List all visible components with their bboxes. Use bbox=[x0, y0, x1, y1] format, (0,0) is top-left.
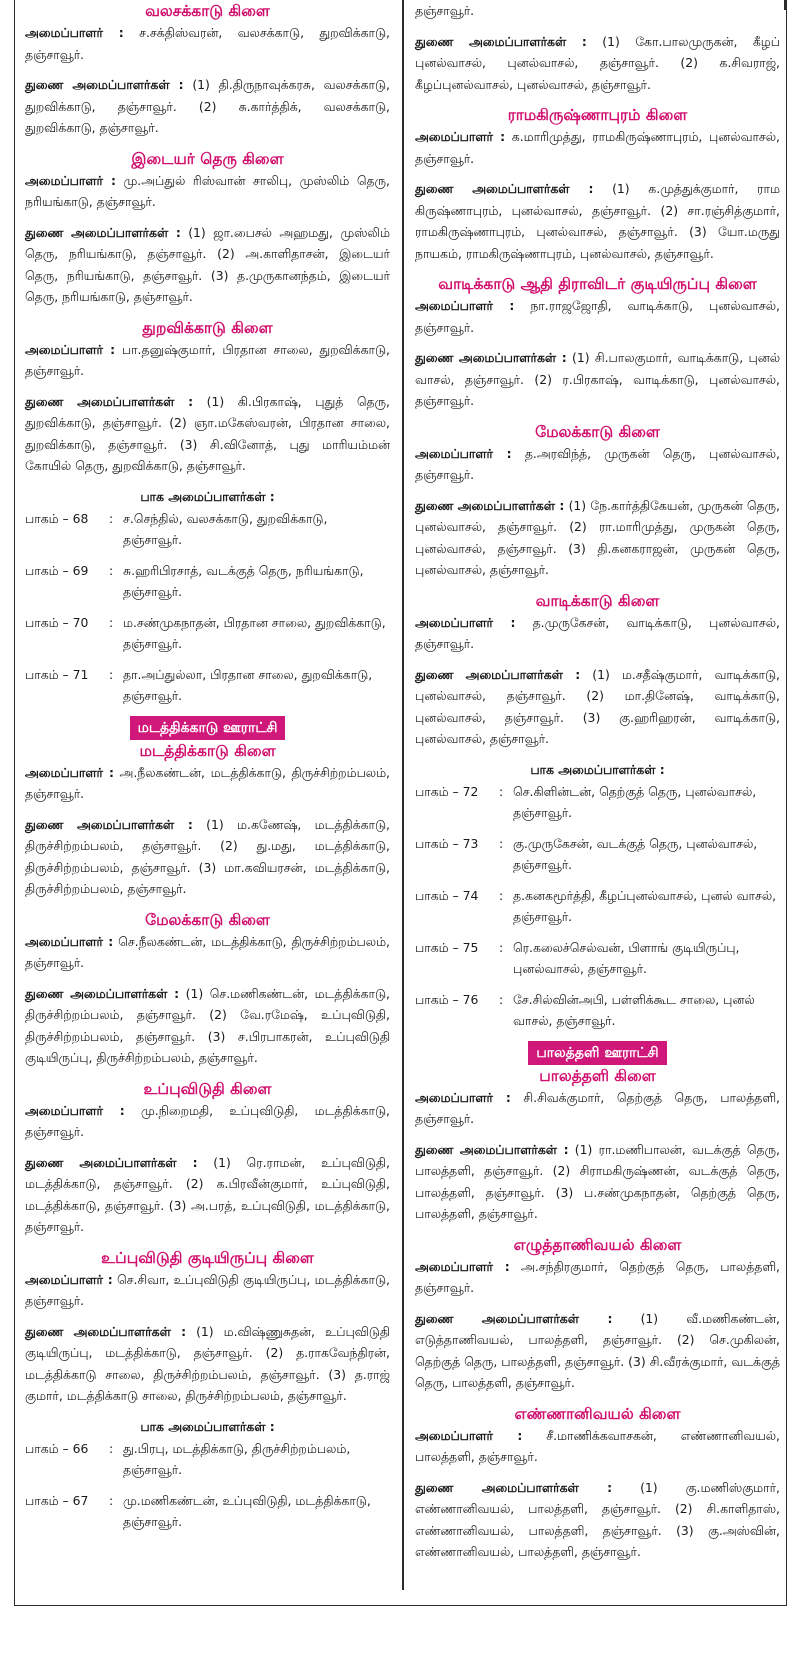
spacer bbox=[415, 486, 780, 495]
role-label: அமைப்பாளர் : bbox=[25, 933, 114, 949]
organizer-text: (1) ரா.மணிபாலன், வடக்குத் தெரு, பாலத்தளி, தஞ்சாவூர். (2) சிராமகிருஷ்ணன், வடக்குத் தெரு, பாலத்தளி, தஞ்சாவூர். (3) ப.சண்முகநாதன், தெற்குத் தெரு, பாலத்தளி, தஞ்சாவூர். bbox=[415, 1141, 780, 1221]
booth-number: பாகம் – 67 bbox=[25, 1492, 89, 1508]
booth-organizer: த.கனகமூர்த்தி, கீழப்புனல்வாசல், புனல் வாசல், தஞ்சாவூர். bbox=[513, 887, 777, 924]
organizer-entry bbox=[415, 1308, 780, 1394]
spacer bbox=[25, 1481, 390, 1490]
role-label: துணை அமைப்பாளர்கள் : bbox=[415, 497, 565, 513]
role-label: துணை அமைப்பாளர்கள் : bbox=[25, 985, 180, 1001]
organizer-text: (1) நே.கார்த்திகேயன், முருகன் தெரு, புனல்வாசல், தஞ்சாவூர். (2) ரா.மாரிமுத்து, முருகன் தெரு, புனல்வாசல், தஞ்சாவூர். (3) தி.கனகராஜன், முருகன் தெரு, புனல்வாசல், தஞ்சாவூர். bbox=[415, 497, 780, 577]
spacer bbox=[25, 707, 390, 716]
booth-row bbox=[415, 833, 780, 876]
booth-row bbox=[415, 885, 780, 928]
spacer bbox=[25, 603, 390, 612]
booth-number: பாகம் – 74 bbox=[415, 887, 479, 903]
booth-number: பாகம் – 70 bbox=[25, 614, 89, 630]
spacer bbox=[415, 1468, 780, 1477]
organizer-entry bbox=[415, 347, 780, 412]
organizer-text: (1) ம.கணேஷ், மடத்திக்காடு, திருச்சிற்றம்பலம், தஞ்சாவூர். (2) து.மது, மடத்திக்காடு, திருச்சிற்றம்பலம், தஞ்சாவூர். (3) மா.கவியரசன், மடத்திக்காடு, திருச்சிற்றம்பலம், தஞ்சாவூர். bbox=[25, 816, 390, 896]
organizer-text: செ.சிவா, உப்புவிடுதி குடியிருப்பு, மடத்திக்காடு, தஞ்சாவூர். bbox=[25, 1271, 390, 1308]
branch-title: துறவிக்காடு கிளை bbox=[142, 318, 273, 337]
branch-title: வலசக்காடு கிளை bbox=[145, 2, 270, 20]
spacer bbox=[25, 213, 390, 222]
role-label: அமைப்பாளர் : bbox=[415, 129, 506, 144]
organizer-text: அ.நீலகண்டன், மடத்திக்காடு, திருச்சிற்றம்பலம், தஞ்சாவூர். bbox=[25, 764, 390, 801]
role-label: துணை அமைப்பாளர்கள் : bbox=[415, 350, 567, 365]
role-label: துணை அமைப்பாளர்கள் : bbox=[25, 224, 181, 240]
organizer-text: (1) சி.பாலகுமார், வாடிக்காடு, புனல் வாசல், தஞ்சாவூர். (2) ர.பிரகாஷ், வாடிக்காடு, புனல்வாசல், தஞ்சாவூர். bbox=[415, 350, 780, 408]
booth-number: பாகம் – 76 bbox=[415, 991, 479, 1007]
organizer-text: சி.சிவக்குமார், தெற்குத் தெரு, பாலத்தளி, தஞ்சாவூர். bbox=[415, 1089, 780, 1126]
organizer-text: (1) கி.பிரகாஷ், புதுத் தெரு, துறவிக்காடு, தஞ்சாவூர். (2) ஞா.மகேஸ்வரன், பிரதான சாலை, துறவிக்காடு, தஞ்சாவூர். (3) சி.வினோத், புது மாரியம்மன் கோயில் தெரு, துறவிக்காடு, தஞ்சாவூர். bbox=[25, 393, 390, 473]
role-label: அமைப்பாளர் : bbox=[25, 1271, 113, 1287]
organizer-entry bbox=[415, 126, 780, 169]
panchayat-band bbox=[415, 1041, 780, 1065]
organizer-text: மு.நிறைமதி, உப்புவிடுதி, மடத்திக்காடு, தஞ்சாவூர். bbox=[25, 1102, 390, 1139]
spacer bbox=[25, 805, 390, 814]
booth-number: பாகம் – 72 bbox=[415, 783, 479, 799]
organizer-text: த.அரவிந்த், முருகன் தெரு, புனல்வாசல், தஞ்சாவூர். bbox=[415, 445, 780, 482]
organizer-entry bbox=[25, 814, 390, 900]
spacer bbox=[415, 22, 780, 31]
spacer bbox=[25, 974, 390, 983]
spacer bbox=[415, 876, 780, 885]
booth-organizers-heading: பாக அமைப்பாளர்கள் : bbox=[140, 1418, 275, 1434]
right-column bbox=[415, 0, 780, 1572]
spacer bbox=[25, 900, 390, 909]
spacer bbox=[25, 382, 390, 391]
spacer bbox=[25, 1143, 390, 1152]
role-label: துணை அமைப்பாளர்கள் : bbox=[25, 393, 194, 409]
role-label: துணை அமைப்பாளர்கள் : bbox=[415, 1479, 613, 1495]
organizer-entry bbox=[415, 1139, 780, 1225]
organizer-entry bbox=[25, 22, 390, 65]
spacer bbox=[25, 1238, 390, 1247]
branch-title: எழுத்தாணிவயல் கிளை bbox=[513, 1235, 682, 1254]
booth-colon: : bbox=[499, 939, 504, 955]
organizer-entry bbox=[415, 664, 780, 750]
spacer bbox=[25, 1312, 390, 1321]
organizer-text: (1) கோ.பாலமுருகன், கீழப் புனல்வாசல், புனல்வாசல், தஞ்சாவூர். (2) க.சிவராஜ், கீழப்புனல்வாசல், புனல்வாசல், தஞ்சாவூர். bbox=[415, 33, 780, 92]
organizer-text: (1) வீ.மணிகண்டன், எடுத்தாணிவயல், பாலத்தளி, தஞ்சாவூர். (2) செ.முகிலன், தெற்குத் தெரு, பாலத்தளி, தஞ்சாவூர். (3) சி.வீரக்குமார், வடக்குத் தெரு, பாலத்தளி, தஞ்சாவூர். bbox=[415, 1310, 780, 1390]
spacer bbox=[415, 581, 780, 590]
organizer-entry bbox=[415, 1425, 780, 1468]
organizer-entry bbox=[25, 74, 390, 139]
spacer bbox=[415, 95, 780, 104]
organizer-entry bbox=[25, 1269, 390, 1312]
organizer-entry bbox=[25, 1321, 390, 1407]
spacer bbox=[25, 1407, 390, 1416]
role-label: அமைப்பாளர் : bbox=[415, 1089, 511, 1105]
organizer-text: (1) தி.திருநாவுக்கரசு, வலசக்காடு, துறவிக்காடு, தஞ்சாவூர். (2) சு.கார்த்திக், வலசக்காடு, துறவிக்காடு, தஞ்சாவூர். bbox=[25, 77, 390, 135]
organizer-entry bbox=[415, 295, 780, 338]
booth-colon: : bbox=[109, 510, 114, 526]
organizer-entry bbox=[415, 1256, 780, 1299]
role-label: அமைப்பாளர் : bbox=[415, 445, 512, 461]
organizer-text: (1) ரெ.ராமன், உப்புவிடுதி, மடத்திக்காடு, தஞ்சாவூர். (2) க.பிரவீன்குமார், உப்புவிடுதி, மடத்திக்காடு, தஞ்சாவூர். (3) அ.பரத், உப்புவிடுதி, மடத்திக்காடு, தஞ்சாவூர். bbox=[25, 1154, 390, 1234]
spacer bbox=[415, 1032, 780, 1041]
organizer-entry bbox=[415, 612, 780, 655]
role-label: துணை அமைப்பாளர்கள் : bbox=[415, 666, 581, 682]
role-label: துணை அமைப்பாளர்கள் : bbox=[415, 1310, 613, 1326]
organizer-entry bbox=[25, 170, 390, 213]
spacer bbox=[415, 1394, 780, 1403]
organizer-text: (1) கு.மணிஸ்குமார், எண்ணானிவயல், பாலத்தளி, தஞ்சாவூர். (2) சி.காளிதாஸ், எண்ணானிவயல், பாலத்தளி, தஞ்சாவூர். (3) கு.அஸ்வின், எண்ணானிவயல், பாலத்தளி, தஞ்சாவூர். bbox=[415, 1479, 780, 1559]
role-label: அமைப்பாளர் : bbox=[415, 1427, 523, 1443]
organizer-text: நா.ராஜஜோதி, வாடிக்காடு, புனல்வாசல், தஞ்சாவூர். bbox=[415, 298, 780, 335]
booth-colon: : bbox=[109, 614, 114, 630]
booth-organizer: கு.முருகேசன், வடக்குத் தெரு, புனல்வாசல், தஞ்சாவூர். bbox=[513, 835, 758, 872]
organizer-entry bbox=[415, 1477, 780, 1563]
branch-title: உப்புவிடுதி கிளை bbox=[143, 1079, 272, 1098]
booth-number: பாகம் – 68 bbox=[25, 510, 89, 526]
organizer-entry bbox=[25, 339, 390, 382]
role-label: துணை அமைப்பாளர்கள் : bbox=[25, 1323, 187, 1339]
organizer-entry bbox=[25, 222, 390, 308]
booth-organizer: ச.செந்தில், வலசக்காடு, துறவிக்காடு, தஞ்சாவூர். bbox=[123, 510, 328, 547]
booth-row bbox=[25, 1438, 390, 1481]
role-label: அமைப்பாளர் : bbox=[25, 764, 114, 780]
spacer bbox=[25, 139, 390, 148]
booth-colon: : bbox=[109, 666, 114, 682]
organizer-entry bbox=[25, 1100, 390, 1143]
role-label: துணை அமைப்பாளர்கள் : bbox=[25, 816, 193, 832]
booth-colon: : bbox=[499, 887, 504, 903]
organizer-text: அ.சந்திரகுமார், தெற்குத் தெரு, பாலத்தளி, தஞ்சாவூர். bbox=[415, 1258, 780, 1295]
left-column bbox=[25, 0, 390, 1542]
spacer bbox=[415, 824, 780, 833]
organizer-entry bbox=[25, 983, 390, 1069]
role-label: அமைப்பாளர் : bbox=[415, 1258, 510, 1274]
organizer-text: மு.அப்துல் ரிஸ்வான் சாலிபு, முஸ்லிம் தெரு, நரியங்காடு, தஞ்சாவூர். bbox=[25, 172, 390, 209]
booth-colon: : bbox=[499, 991, 504, 1007]
organizer-text: (1) க.முத்துக்குமார், ராம கிருஷ்ணாபுரம், புனல்வாசல், தஞ்சாவூர். (2) சா.ரஞ்சித்குமார், ராமகிருஷ்ணாபுரம், புனல்வாசல், தஞ்சாவூர். (3) யோ.மருது நாயகம், ராமகிருஷ்ணாபுரம், புனல்வாசல், தஞ்சாவூர். bbox=[415, 181, 780, 261]
organizer-entry bbox=[415, 1087, 780, 1130]
organizer-text: சீ.மாணிக்கவாசகன், எண்ணானிவயல், பாலத்தளி, தஞ்சாவூர். bbox=[415, 1427, 780, 1464]
spacer bbox=[415, 1225, 780, 1234]
booth-organizer: து.பிரபு, மடத்திக்காடு, திருச்சிற்றம்பலம், தஞ்சாவூர். bbox=[123, 1440, 351, 1477]
booth-row bbox=[25, 1490, 390, 1533]
booth-organizers-heading: பாக அமைப்பாளர்கள் : bbox=[140, 488, 275, 504]
organizer-entry bbox=[415, 0, 780, 22]
spacer bbox=[415, 1130, 780, 1139]
organizer-entry bbox=[25, 391, 390, 477]
organizer-entry bbox=[415, 178, 780, 264]
organizer-text: பா.தனுஷ்குமார், பிரதான சாலை, துறவிக்காடு, தஞ்சாவூர். bbox=[25, 341, 390, 378]
booth-colon: : bbox=[109, 1440, 114, 1456]
branch-title: எண்ணானிவயல் கிளை bbox=[514, 1404, 681, 1423]
organizer-text: (1) ஜா.பைசல் அஹமது, முஸ்லிம் தெரு, நரியங்காடு, தஞ்சாவூர். (2) அ.காளிதாசன், இடையர் தெரு, நரியங்காடு, தஞ்சாவூர். (3) த.முருகானந்தம், இடையர் தெரு, நரியங்காடு, தஞ்சாவூர். bbox=[25, 224, 390, 304]
spacer bbox=[415, 1563, 780, 1572]
branch-title: பாலத்தளி கிளை bbox=[539, 1066, 656, 1085]
panchayat-title: மடத்திக்காடு ஊராட்சி bbox=[130, 716, 286, 740]
organizer-entry bbox=[25, 762, 390, 805]
booth-colon: : bbox=[499, 835, 504, 851]
role-label: அமைப்பாளர் : bbox=[25, 25, 124, 40]
role-label: அமைப்பாளர் : bbox=[25, 1102, 125, 1118]
booth-organizer: ரெ.கலைச்செல்வன், பிளாங் குடியிருப்பு, புனல்வாசல், தஞ்சாவூர். bbox=[513, 939, 740, 976]
organizer-text: (1) செ.மணிகண்டன், மடத்திக்காடு, திருச்சிற்றம்பலம், தஞ்சாவூர். (2) வே.ரமேஷ், உப்புவிடுதி, திருச்சிற்றம்பலம், தஞ்சாவூர். (3) ச.பிரபாகரன், உப்புவிடுதி குடியிருப்பு, திருச்சிற்றம்பலம், தஞ்சாவூர். bbox=[25, 985, 390, 1065]
booth-row bbox=[415, 781, 780, 824]
role-label: துணை அமைப்பாளர்கள் : bbox=[25, 77, 184, 92]
booth-organizer: சே.சில்வின்அபி, பள்ளிக்கூட சாலை, புனல் வாசல், தஞ்சாவூர். bbox=[513, 991, 755, 1028]
role-label: அமைப்பாளர் : bbox=[415, 614, 516, 630]
panchayat-band bbox=[25, 716, 390, 740]
organizer-text: க.மாரிமுத்து, ராமகிருஷ்ணாபுரம், புனல்வாசல், தஞ்சாவூர். bbox=[415, 129, 780, 166]
booth-number: பாகம் – 75 bbox=[415, 939, 479, 955]
booth-row bbox=[25, 664, 390, 707]
organizer-entry bbox=[25, 1152, 390, 1238]
branch-title: மேலக்காடு கிளை bbox=[145, 910, 270, 929]
role-label: துணை அமைப்பாளர்கள் : bbox=[415, 1141, 569, 1157]
booth-colon: : bbox=[109, 562, 114, 578]
role-label: துணை அமைப்பாளர்கள் : bbox=[415, 33, 587, 49]
booth-row bbox=[25, 612, 390, 655]
branch-title: மடத்திக்காடு கிளை bbox=[139, 741, 276, 760]
role-label: துணை அமைப்பாளர்கள் : bbox=[415, 181, 594, 196]
panchayat-title: பாலத்தளி ஊராட்சி bbox=[528, 1041, 666, 1065]
role-label: அமைப்பாளர் : bbox=[415, 298, 515, 313]
spacer bbox=[25, 477, 390, 486]
spacer bbox=[25, 1069, 390, 1078]
branch-title: இடையர் தெரு கிளை bbox=[131, 149, 284, 168]
booth-row bbox=[25, 508, 390, 551]
booth-number: பாகம் – 66 bbox=[25, 1440, 89, 1456]
branch-title: வாடிக்காடு ஆதி திராவிடர் குடியிருப்பு கிளை bbox=[438, 275, 757, 293]
booth-number: பாகம் – 73 bbox=[415, 835, 479, 851]
organizer-text: தஞ்சாவூர். bbox=[415, 3, 475, 18]
booth-organizer: ம.சண்முகநாதன், பிரதான சாலை, துறவிக்காடு, தஞ்சாவூர். bbox=[123, 614, 386, 651]
spacer bbox=[415, 169, 780, 178]
branch-title: மேலக்காடு கிளை bbox=[535, 422, 660, 441]
organizer-entry bbox=[415, 443, 780, 486]
edge-mark bbox=[784, 0, 787, 10]
organizer-text: த.முருகேசன், வாடிக்காடு, புனல்வாசல், தஞ்சாவூர். bbox=[415, 614, 780, 651]
booth-organizer: தா.அப்துல்லா, பிரதான சாலை, துறவிக்காடு, தஞ்சாவூர். bbox=[123, 666, 373, 703]
role-label: அமைப்பாளர் : bbox=[25, 172, 116, 188]
spacer bbox=[415, 928, 780, 937]
booth-organizer: மு.மணிகண்டன், உப்புவிடுதி, மடத்திக்காடு, தஞ்சாவூர். bbox=[123, 1492, 371, 1529]
spacer bbox=[415, 1299, 780, 1308]
spacer bbox=[25, 551, 390, 560]
spacer bbox=[25, 308, 390, 317]
role-label: அமைப்பாளர் : bbox=[25, 341, 116, 357]
branch-title: வாடிக்காடு கிளை bbox=[535, 591, 660, 610]
spacer bbox=[25, 65, 390, 74]
column-divider bbox=[402, 0, 404, 1590]
spacer bbox=[25, 655, 390, 664]
booth-colon: : bbox=[499, 783, 504, 799]
spacer bbox=[415, 264, 780, 273]
spacer bbox=[415, 980, 780, 989]
organizer-entry bbox=[25, 931, 390, 974]
role-label: துணை அமைப்பாளர்கள் : bbox=[25, 1154, 198, 1170]
branch-title: ராமகிருஷ்ணாபுரம் கிளை bbox=[507, 106, 688, 124]
booth-row bbox=[415, 937, 780, 980]
booth-row bbox=[415, 989, 780, 1032]
booth-colon: : bbox=[109, 1492, 114, 1508]
organizer-text: (1) ம.விஷ்ணுசுதன், உப்புவிடுதி குடியிருப்பு, மடத்திக்காடு, தஞ்சாவூர். (2) த.ராகவேந்திரன், மடத்திக்காடு சாலை, திருச்சிற்றம்பலம், தஞ்சாவூர். (3) த.ராஜ் குமார், மடத்திக்காடு சாலை, திருச்சிற்றம்பலம், தஞ்சாவூர். bbox=[25, 1323, 390, 1403]
spacer bbox=[415, 412, 780, 421]
organizer-text: ச.சக்திஸ்வரன், வலசக்காடு, துறவிக்காடு, தஞ்சாவூர். bbox=[25, 25, 390, 62]
organizer-text: (1) ம.சதீஷ்குமார், வாடிக்காடு, புனல்வாசல், தஞ்சாவூர். (2) மா.தினேஷ், வாடிக்காடு, புனல்வாசல், தஞ்சாவூர். (3) கு.ஹரிஹரன், வாடிக்காடு, புனல்வாசல், தஞ்சாவூர். bbox=[415, 666, 780, 746]
booth-number: பாகம் – 71 bbox=[25, 666, 89, 682]
booth-organizers-heading: பாக அமைப்பாளர்கள் : bbox=[530, 761, 665, 777]
branch-title: உப்புவிடுதி குடியிருப்பு கிளை bbox=[101, 1248, 314, 1267]
spacer bbox=[25, 1533, 390, 1542]
spacer bbox=[415, 338, 780, 347]
spacer bbox=[415, 655, 780, 664]
organizer-entry bbox=[415, 495, 780, 581]
booth-number: பாகம் – 69 bbox=[25, 562, 89, 578]
booth-row bbox=[25, 560, 390, 603]
organizer-entry bbox=[415, 31, 780, 96]
spacer bbox=[415, 750, 780, 759]
booth-organizer: சு.ஹரிபிரசாத், வடக்குத் தெரு, நரியங்காடு, தஞ்சாவூர். bbox=[123, 562, 364, 599]
booth-organizer: செ.கிளின்டன், தெற்குத் தெரு, புனல்வாசல், தஞ்சாவூர். bbox=[513, 783, 757, 820]
organizer-text: செ.நீலகண்டன், மடத்திக்காடு, திருச்சிற்றம்பலம், தஞ்சாவூர். bbox=[25, 933, 390, 970]
